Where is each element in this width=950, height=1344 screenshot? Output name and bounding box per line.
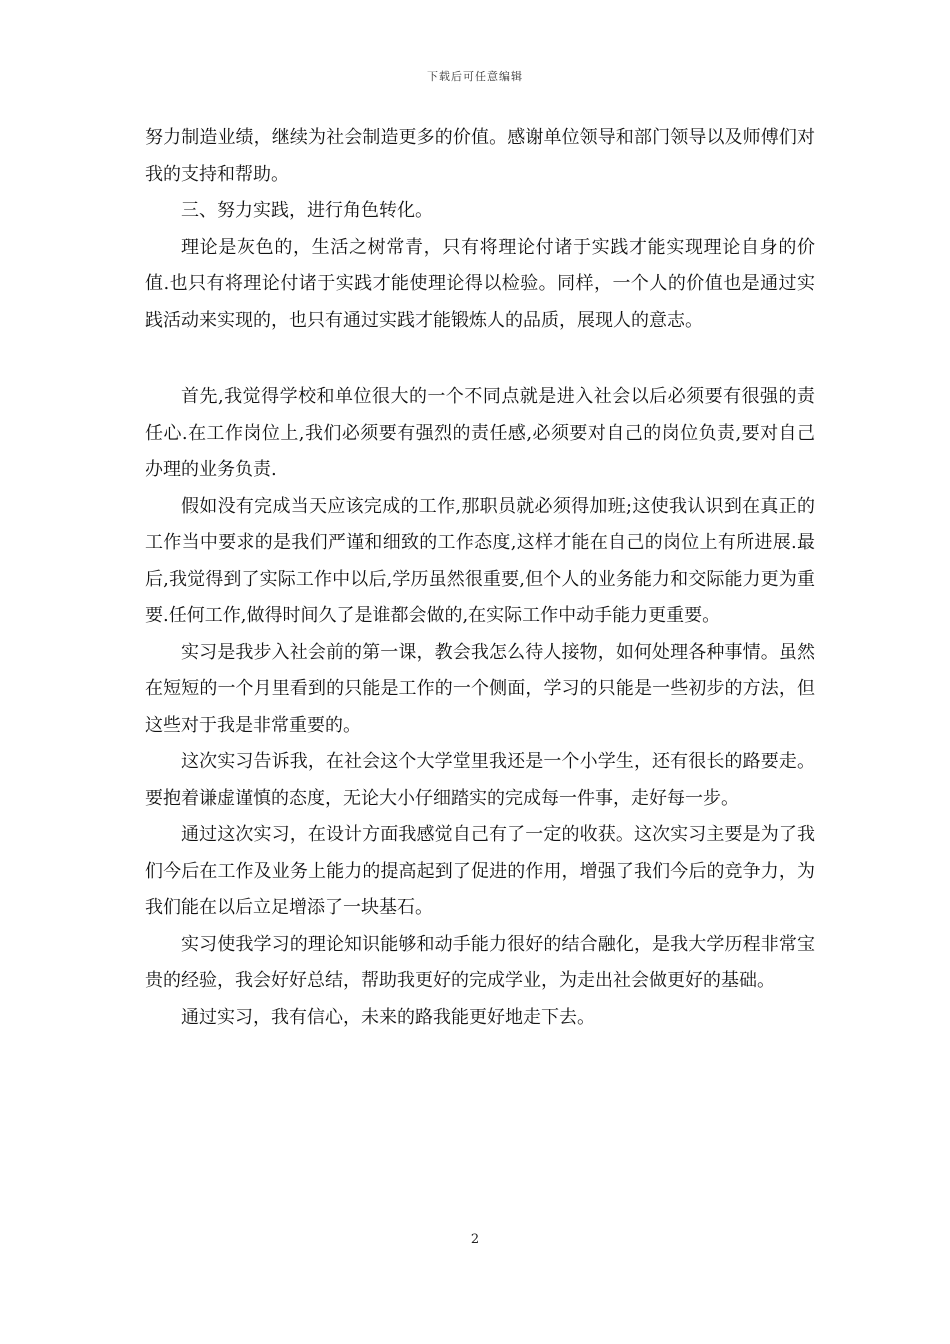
paragraph: 这次实习告诉我，在社会这个大学堂里我还是一个小学生，还有很长的路要走。要抱着谦虚谨慎的态度，无论大小仔细踏实的完成每一件事，走好每一步。 xyxy=(145,751,815,809)
paragraph: 通过这次实习，在设计方面我感觉自己有了一定的收获。这次实习主要是为了我们今后在工作及业务上能力的提高起到了促进的作用，增强了我们今后的竞争力，为我们能在以后立足增添了一块基石。 xyxy=(145,824,815,918)
page-number: 2 xyxy=(470,1232,480,1247)
paragraph: 实习使我学习的理论知识能够和动手能力很好的结合融化，是我大学历程非常宝贵的经验，我会好好总结，帮助我更好的完成学业，为走出社会做更好的基础。 xyxy=(145,933,815,991)
page-header: 下载后可任意编辑 xyxy=(427,70,523,83)
document-body xyxy=(145,120,815,1036)
paragraph: 努力制造业绩，继续为社会制造更多的价值。感谢单位领导和部门领导以及师傅们对我的支持和帮助。 xyxy=(145,127,815,185)
paragraph: 假如没有完成当天应该完成的工作,那职员就必须得加班;这使我认识到在真正的工作当中要求的是我们严谨和细致的工作态度,这样才能在自己的岗位上有所进展.最后,我觉得到了实际工作中以后,学历虽然很重要,但个人的业务能力和交际能力更为重要.任何工作,做得时间久了是谁都会做的,在实际工作中动手能力更重要。 xyxy=(145,495,815,626)
paragraph: 首先,我觉得学校和单位很大的一个不同点就是进入社会以后必须要有很强的责任心.在工作岗位上,我们必须要有强烈的责任感,必须要对自己的岗位负责,要对自己办理的业务负责. xyxy=(145,386,815,480)
paragraph: 理论是灰色的，生活之树常青，只有将理论付诸于实践才能实现理论自身的价值.也只有将理论付诸于实践才能使理论得以检验。同样，一个人的价值也是通过实践活动来实现的，也只有通过实践才能锻炼人的品质，展现人的意志。 xyxy=(145,236,815,331)
paragraph: 实习是我步入社会前的第一课，教会我怎么待人接物，如何处理各种事情。虽然在短短的一个月里看到的只能是工作的一个侧面，学习的只能是一些初步的方法，但这些对于我是非常重要的。 xyxy=(145,641,815,736)
paragraph-gap xyxy=(145,339,815,379)
paragraph: 通过实习，我有信心，未来的路我能更好地走下去。 xyxy=(181,1006,595,1028)
section-heading: 三、努力实践，进行角色转化。 xyxy=(181,200,433,221)
